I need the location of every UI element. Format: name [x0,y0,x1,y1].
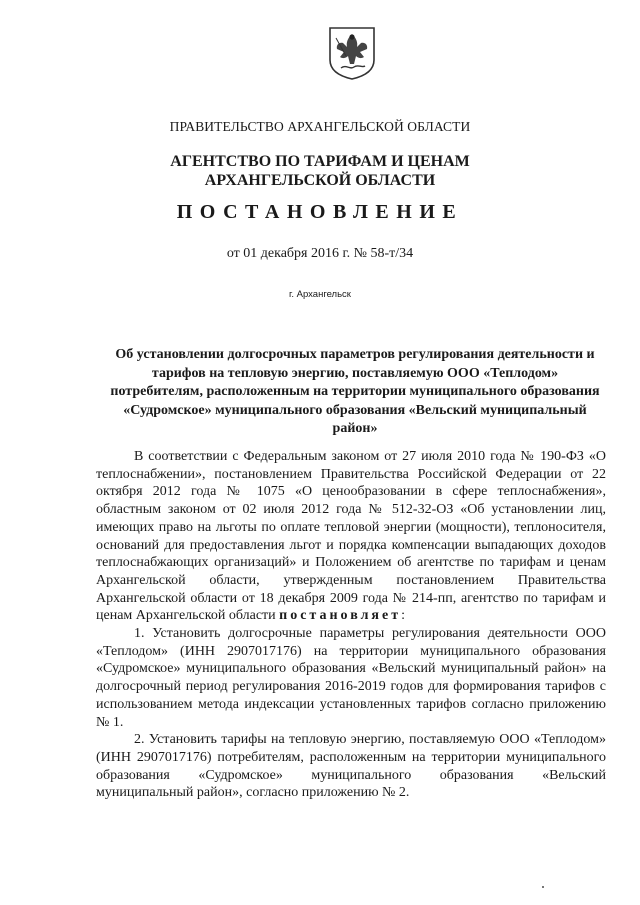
city-label: г. Архангельск [289,289,351,300]
agency-heading-line-2: АРХАНГЕЛЬСКОЙ ОБЛАСТИ [204,172,436,189]
document-number-date: от 01 декабря 2016 г. № 58-т/34 [226,246,414,261]
item-1-paragraph: 1. Установить долгосрочные параметры регулирования деятельности ООО «Теплодом» (ИНН 2907017176) на территории муниципального образования «Судромское» муниципального образования «Вельский муниципальный район» на долгосрочный период регулирования 2016-2019 годов для формирования тарифов с использованием метода индексации установленных тарифов согласно приложению № 1. [96,626,606,730]
document-type-title: ПОСТАНОВЛЕНИЕ [176,201,464,223]
coat-of-arms-archangel-icon [328,26,376,80]
government-heading: ПРАВИТЕЛЬСТВО АРХАНГЕЛЬСКОЙ ОБЛАСТИ [169,119,471,134]
document-body [96,448,606,802]
agency-heading-line-1: АГЕНТСТВО ПО ТАРИФАМ И ЦЕНАМ [170,153,470,170]
document-subject: Об установлении долгосрочных параметров регулирования деятельности и тарифов на тепловую энергию, поставляемую ООО «Теплодом» потребителям, расположенным на территории муниципального образования «Судромское» муниципального образования «Вельский муниципальный район» [110,347,600,436]
preamble-paragraph: В соответствии с Федеральным законом от 27 июля 2010 года № 190-ФЗ «О теплоснабжении», постановлением Правительства Российской Федерации от 22 октября 2012 года № 1075 «О ценообразовании в сфере теплоснабжения», областным законом от 02 июля 2012 года № 512-32-ОЗ «Об установлении лиц, имеющих право на льготы по оплате тепловой энергии (мощности), теплоносителя, оснований для предоставления льгот и порядка компенсации выпадающих доходов теплоснабжающих организаций» и Положением об агентстве по тарифам и ценам Архангельской области, утвержденным постановлением Правительства Архангельской области от 18 декабря 2009 года № 214-пп, агентство по тарифам и ценам Архангельской области постановляет: [96,449,606,624]
preamble-text: В соответствии с Федеральным законом от 27 июля 2010 года № 190-ФЗ «О теплоснабжении», постановлением Правительства Российской Федерации от 22 октября 2012 года № 1075 «О ценообразовании в сфере теплоснабжения», областным законом от 02 июля 2012 года № 512-32-ОЗ «Об установлении лиц, имеющих право на льготы по оплате тепловой энергии (мощности), теплоносителя, оснований для предоставления льгот и порядка компенсации выпадающих доходов теплоснабжающих организаций» и Положением об агентстве по тарифам и ценам Архангельской области, утвержденным постановлением Правительства Архангельской области от 18 декабря 2009 года № 214-пп, агентство по тарифам и ценам Архангельской области [96,449,606,624]
item-2-paragraph: 2. Установить тарифы на тепловую энергию, поставляемую ООО «Теплодом» (ИНН 2907017176) потребителям, расположенным на территории муниципального образования «Судромское» муниципального образования «Вельский муниципальный район», согласно приложению № 2. [96,732,606,801]
resolves-word: постановляет [279,608,402,624]
scan-mark [542,886,544,888]
agency-heading [0,152,640,190]
